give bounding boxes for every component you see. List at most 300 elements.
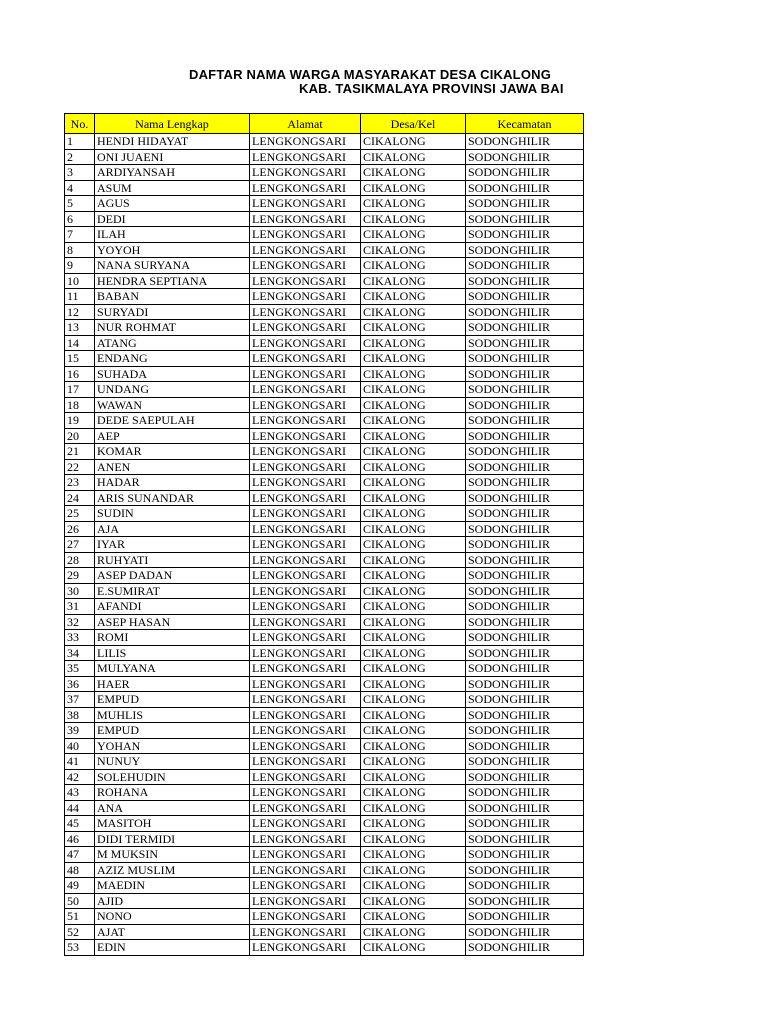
- table-row: [65, 583, 584, 599]
- cell-kecamatan: SODONGHILIR: [466, 599, 584, 615]
- cell-nama: EDIN: [95, 940, 250, 956]
- cell-nama: ARIS SUNANDAR: [95, 490, 250, 506]
- cell-kecamatan: SODONGHILIR: [466, 258, 584, 274]
- cell-nama: NUR ROHMAT: [95, 320, 250, 336]
- cell-desa: CIKALONG: [361, 940, 466, 956]
- cell-nama: ASEP DADAN: [95, 568, 250, 584]
- cell-nama: HENDRA SEPTIANA: [95, 273, 250, 289]
- cell-kecamatan: SODONGHILIR: [466, 397, 584, 413]
- cell-alamat: LENGKONGSARI: [250, 940, 361, 956]
- cell-desa: CIKALONG: [361, 847, 466, 863]
- table-row: [65, 614, 584, 630]
- cell-desa: CIKALONG: [361, 413, 466, 429]
- cell-nama: ATANG: [95, 335, 250, 351]
- cell-kecamatan: SODONGHILIR: [466, 924, 584, 940]
- cell-alamat: LENGKONGSARI: [250, 568, 361, 584]
- cell-no: 29: [65, 568, 95, 584]
- cell-kecamatan: SODONGHILIR: [466, 692, 584, 708]
- cell-desa: CIKALONG: [361, 893, 466, 909]
- cell-alamat: LENGKONGSARI: [250, 289, 361, 305]
- cell-alamat: LENGKONGSARI: [250, 242, 361, 258]
- cell-alamat: LENGKONGSARI: [250, 351, 361, 367]
- cell-alamat: LENGKONGSARI: [250, 785, 361, 801]
- cell-alamat: LENGKONGSARI: [250, 196, 361, 212]
- table-row: [65, 785, 584, 801]
- cell-nama: AJA: [95, 521, 250, 537]
- cell-nama: AJAT: [95, 924, 250, 940]
- cell-no: 50: [65, 893, 95, 909]
- table-row: [65, 459, 584, 475]
- cell-no: 31: [65, 599, 95, 615]
- cell-nama: MUHLIS: [95, 707, 250, 723]
- cell-desa: CIKALONG: [361, 707, 466, 723]
- cell-desa: CIKALONG: [361, 304, 466, 320]
- cell-nama: NONO: [95, 909, 250, 925]
- cell-alamat: LENGKONGSARI: [250, 816, 361, 832]
- cell-nama: HENDI HIDAYAT: [95, 134, 250, 150]
- cell-no: 8: [65, 242, 95, 258]
- table-row: [65, 211, 584, 227]
- cell-nama: AJID: [95, 893, 250, 909]
- cell-kecamatan: SODONGHILIR: [466, 816, 584, 832]
- table-row: [65, 149, 584, 165]
- cell-alamat: LENGKONGSARI: [250, 630, 361, 646]
- cell-no: 23: [65, 475, 95, 491]
- table-row: [65, 165, 584, 181]
- table-row: [65, 521, 584, 537]
- cell-kecamatan: SODONGHILIR: [466, 940, 584, 956]
- cell-desa: CIKALONG: [361, 909, 466, 925]
- cell-kecamatan: SODONGHILIR: [466, 165, 584, 181]
- cell-no: 11: [65, 289, 95, 305]
- cell-nama: RUHYATI: [95, 552, 250, 568]
- cell-desa: CIKALONG: [361, 366, 466, 382]
- cell-alamat: LENGKONGSARI: [250, 878, 361, 894]
- cell-alamat: LENGKONGSARI: [250, 909, 361, 925]
- cell-desa: CIKALONG: [361, 769, 466, 785]
- cell-alamat: LENGKONGSARI: [250, 490, 361, 506]
- cell-desa: CIKALONG: [361, 382, 466, 398]
- cell-alamat: LENGKONGSARI: [250, 645, 361, 661]
- cell-no: 51: [65, 909, 95, 925]
- cell-desa: CIKALONG: [361, 924, 466, 940]
- cell-kecamatan: SODONGHILIR: [466, 785, 584, 801]
- cell-kecamatan: SODONGHILIR: [466, 211, 584, 227]
- cell-kecamatan: SODONGHILIR: [466, 754, 584, 770]
- cell-alamat: LENGKONGSARI: [250, 661, 361, 677]
- cell-kecamatan: SODONGHILIR: [466, 335, 584, 351]
- table-row: [65, 754, 584, 770]
- table-row: [65, 831, 584, 847]
- cell-alamat: LENGKONGSARI: [250, 831, 361, 847]
- cell-nama: SURYADI: [95, 304, 250, 320]
- citizen-table: [64, 113, 584, 956]
- table-row: [65, 723, 584, 739]
- cell-no: 37: [65, 692, 95, 708]
- table-row: [65, 180, 584, 196]
- cell-no: 1: [65, 134, 95, 150]
- cell-alamat: LENGKONGSARI: [250, 366, 361, 382]
- cell-kecamatan: SODONGHILIR: [466, 583, 584, 599]
- cell-desa: CIKALONG: [361, 180, 466, 196]
- table-row: [65, 490, 584, 506]
- cell-nama: EMPUD: [95, 723, 250, 739]
- cell-nama: EMPUD: [95, 692, 250, 708]
- cell-nama: DEDE SAEPULAH: [95, 413, 250, 429]
- cell-nama: MASITOH: [95, 816, 250, 832]
- cell-alamat: LENGKONGSARI: [250, 180, 361, 196]
- cell-no: 53: [65, 940, 95, 956]
- header-alamat: Alamat: [250, 114, 361, 134]
- cell-nama: HADAR: [95, 475, 250, 491]
- cell-nama: IYAR: [95, 537, 250, 553]
- cell-no: 12: [65, 304, 95, 320]
- cell-no: 25: [65, 506, 95, 522]
- cell-alamat: LENGKONGSARI: [250, 769, 361, 785]
- cell-no: 13: [65, 320, 95, 336]
- cell-kecamatan: SODONGHILIR: [466, 552, 584, 568]
- cell-desa: CIKALONG: [361, 645, 466, 661]
- cell-alamat: LENGKONGSARI: [250, 738, 361, 754]
- cell-desa: CIKALONG: [361, 614, 466, 630]
- table-row: [65, 645, 584, 661]
- cell-kecamatan: SODONGHILIR: [466, 320, 584, 336]
- table-row: [65, 428, 584, 444]
- table-row: [65, 289, 584, 305]
- table-row: [65, 940, 584, 956]
- cell-desa: CIKALONG: [361, 134, 466, 150]
- cell-no: 27: [65, 537, 95, 553]
- cell-desa: CIKALONG: [361, 754, 466, 770]
- table-row: [65, 568, 584, 584]
- cell-kecamatan: SODONGHILIR: [466, 382, 584, 398]
- cell-kecamatan: SODONGHILIR: [466, 289, 584, 305]
- cell-no: 49: [65, 878, 95, 894]
- cell-kecamatan: SODONGHILIR: [466, 862, 584, 878]
- cell-alamat: LENGKONGSARI: [250, 320, 361, 336]
- cell-no: 45: [65, 816, 95, 832]
- cell-kecamatan: SODONGHILIR: [466, 506, 584, 522]
- cell-no: 42: [65, 769, 95, 785]
- cell-no: 46: [65, 831, 95, 847]
- cell-desa: CIKALONG: [361, 351, 466, 367]
- cell-alamat: LENGKONGSARI: [250, 723, 361, 739]
- cell-no: 26: [65, 521, 95, 537]
- cell-desa: CIKALONG: [361, 521, 466, 537]
- cell-alamat: LENGKONGSARI: [250, 800, 361, 816]
- cell-nama: ONI JUAENI: [95, 149, 250, 165]
- cell-desa: CIKALONG: [361, 816, 466, 832]
- cell-alamat: LENGKONGSARI: [250, 382, 361, 398]
- cell-alamat: LENGKONGSARI: [250, 258, 361, 274]
- table-row: [65, 630, 584, 646]
- cell-nama: MULYANA: [95, 661, 250, 677]
- cell-kecamatan: SODONGHILIR: [466, 149, 584, 165]
- table-row: [65, 506, 584, 522]
- cell-desa: CIKALONG: [361, 490, 466, 506]
- cell-nama: M MUKSIN: [95, 847, 250, 863]
- table-row: [65, 366, 584, 382]
- table-row: [65, 909, 584, 925]
- table-row: [65, 351, 584, 367]
- cell-nama: DEDI: [95, 211, 250, 227]
- cell-kecamatan: SODONGHILIR: [466, 351, 584, 367]
- cell-nama: NUNUY: [95, 754, 250, 770]
- header-no: No.: [65, 114, 95, 134]
- cell-no: 52: [65, 924, 95, 940]
- table-row: [65, 444, 584, 460]
- table-row: [65, 196, 584, 212]
- cell-kecamatan: SODONGHILIR: [466, 273, 584, 289]
- cell-kecamatan: SODONGHILIR: [466, 893, 584, 909]
- cell-nama: ILAH: [95, 227, 250, 243]
- cell-no: 9: [65, 258, 95, 274]
- cell-alamat: LENGKONGSARI: [250, 397, 361, 413]
- cell-nama: ANA: [95, 800, 250, 816]
- cell-alamat: LENGKONGSARI: [250, 304, 361, 320]
- cell-no: 4: [65, 180, 95, 196]
- cell-nama: ANEN: [95, 459, 250, 475]
- cell-no: 18: [65, 397, 95, 413]
- cell-alamat: LENGKONGSARI: [250, 599, 361, 615]
- cell-alamat: LENGKONGSARI: [250, 134, 361, 150]
- cell-kecamatan: SODONGHILIR: [466, 242, 584, 258]
- cell-kecamatan: SODONGHILIR: [466, 707, 584, 723]
- cell-desa: CIKALONG: [361, 196, 466, 212]
- cell-desa: CIKALONG: [361, 258, 466, 274]
- cell-nama: YOHAN: [95, 738, 250, 754]
- cell-no: 16: [65, 366, 95, 382]
- cell-nama: LILIS: [95, 645, 250, 661]
- cell-kecamatan: SODONGHILIR: [466, 661, 584, 677]
- cell-alamat: LENGKONGSARI: [250, 211, 361, 227]
- cell-no: 5: [65, 196, 95, 212]
- cell-desa: CIKALONG: [361, 397, 466, 413]
- cell-nama: ROMI: [95, 630, 250, 646]
- cell-desa: CIKALONG: [361, 320, 466, 336]
- cell-desa: CIKALONG: [361, 723, 466, 739]
- cell-kecamatan: SODONGHILIR: [466, 847, 584, 863]
- cell-desa: CIKALONG: [361, 506, 466, 522]
- table-row: [65, 273, 584, 289]
- table-row: [65, 878, 584, 894]
- cell-desa: CIKALONG: [361, 738, 466, 754]
- header-desa-kel: Desa/Kel: [361, 114, 466, 134]
- cell-nama: AEP: [95, 428, 250, 444]
- cell-alamat: LENGKONGSARI: [250, 862, 361, 878]
- cell-no: 10: [65, 273, 95, 289]
- cell-nama: HAER: [95, 676, 250, 692]
- table-row: [65, 537, 584, 553]
- cell-desa: CIKALONG: [361, 211, 466, 227]
- cell-nama: SOLEHUDIN: [95, 769, 250, 785]
- cell-nama: AZIZ MUSLIM: [95, 862, 250, 878]
- cell-kecamatan: SODONGHILIR: [466, 537, 584, 553]
- table-row: [65, 382, 584, 398]
- cell-no: 6: [65, 211, 95, 227]
- cell-kecamatan: SODONGHILIR: [466, 738, 584, 754]
- cell-no: 41: [65, 754, 95, 770]
- table-row: [65, 242, 584, 258]
- table-row: [65, 862, 584, 878]
- cell-no: 7: [65, 227, 95, 243]
- cell-alamat: LENGKONGSARI: [250, 583, 361, 599]
- table-row: [65, 258, 584, 274]
- cell-desa: CIKALONG: [361, 599, 466, 615]
- cell-kecamatan: SODONGHILIR: [466, 878, 584, 894]
- cell-desa: CIKALONG: [361, 165, 466, 181]
- cell-no: 17: [65, 382, 95, 398]
- cell-no: 19: [65, 413, 95, 429]
- cell-desa: CIKALONG: [361, 878, 466, 894]
- cell-desa: CIKALONG: [361, 273, 466, 289]
- cell-kecamatan: SODONGHILIR: [466, 366, 584, 382]
- cell-no: 48: [65, 862, 95, 878]
- cell-desa: CIKALONG: [361, 335, 466, 351]
- cell-no: 21: [65, 444, 95, 460]
- table-row: [65, 227, 584, 243]
- cell-kecamatan: SODONGHILIR: [466, 630, 584, 646]
- cell-nama: SUDIN: [95, 506, 250, 522]
- cell-alamat: LENGKONGSARI: [250, 475, 361, 491]
- cell-alamat: LENGKONGSARI: [250, 676, 361, 692]
- table-row: [65, 924, 584, 940]
- header-row: [65, 114, 584, 134]
- table-row: [65, 397, 584, 413]
- table-row: [65, 707, 584, 723]
- cell-kecamatan: SODONGHILIR: [466, 800, 584, 816]
- cell-kecamatan: SODONGHILIR: [466, 196, 584, 212]
- cell-no: 20: [65, 428, 95, 444]
- table-row: [65, 816, 584, 832]
- cell-alamat: LENGKONGSARI: [250, 335, 361, 351]
- cell-alamat: LENGKONGSARI: [250, 165, 361, 181]
- cell-no: 35: [65, 661, 95, 677]
- cell-no: 22: [65, 459, 95, 475]
- cell-nama: UNDANG: [95, 382, 250, 398]
- cell-desa: CIKALONG: [361, 800, 466, 816]
- cell-kecamatan: SODONGHILIR: [466, 521, 584, 537]
- cell-kecamatan: SODONGHILIR: [466, 304, 584, 320]
- cell-alamat: LENGKONGSARI: [250, 537, 361, 553]
- cell-desa: CIKALONG: [361, 537, 466, 553]
- cell-desa: CIKALONG: [361, 661, 466, 677]
- table-body: [65, 134, 584, 956]
- cell-nama: E.SUMIRAT: [95, 583, 250, 599]
- cell-desa: CIKALONG: [361, 785, 466, 801]
- cell-desa: CIKALONG: [361, 227, 466, 243]
- cell-no: 34: [65, 645, 95, 661]
- cell-desa: CIKALONG: [361, 552, 466, 568]
- cell-alamat: LENGKONGSARI: [250, 552, 361, 568]
- cell-kecamatan: SODONGHILIR: [466, 769, 584, 785]
- cell-desa: CIKALONG: [361, 289, 466, 305]
- cell-alamat: LENGKONGSARI: [250, 444, 361, 460]
- cell-desa: CIKALONG: [361, 831, 466, 847]
- cell-nama: AFANDI: [95, 599, 250, 615]
- cell-kecamatan: SODONGHILIR: [466, 645, 584, 661]
- cell-nama: NANA SURYANA: [95, 258, 250, 274]
- cell-desa: CIKALONG: [361, 862, 466, 878]
- cell-nama: MAEDIN: [95, 878, 250, 894]
- cell-alamat: LENGKONGSARI: [250, 413, 361, 429]
- cell-nama: BABAN: [95, 289, 250, 305]
- cell-alamat: LENGKONGSARI: [250, 707, 361, 723]
- cell-kecamatan: SODONGHILIR: [466, 490, 584, 506]
- cell-nama: ROHANA: [95, 785, 250, 801]
- table-row: [65, 335, 584, 351]
- cell-alamat: LENGKONGSARI: [250, 521, 361, 537]
- cell-alamat: LENGKONGSARI: [250, 149, 361, 165]
- cell-kecamatan: SODONGHILIR: [466, 568, 584, 584]
- cell-nama: DIDI TERMIDI: [95, 831, 250, 847]
- table-row: [65, 413, 584, 429]
- table-row: [65, 134, 584, 150]
- table-row: [65, 738, 584, 754]
- cell-kecamatan: SODONGHILIR: [466, 180, 584, 196]
- cell-nama: KOMAR: [95, 444, 250, 460]
- cell-alamat: LENGKONGSARI: [250, 614, 361, 630]
- table-row: [65, 769, 584, 785]
- table-row: [65, 320, 584, 336]
- cell-alamat: LENGKONGSARI: [250, 227, 361, 243]
- cell-nama: SUHADA: [95, 366, 250, 382]
- cell-desa: CIKALONG: [361, 149, 466, 165]
- cell-no: 30: [65, 583, 95, 599]
- table-row: [65, 893, 584, 909]
- cell-desa: CIKALONG: [361, 676, 466, 692]
- cell-alamat: LENGKONGSARI: [250, 459, 361, 475]
- cell-no: 39: [65, 723, 95, 739]
- cell-alamat: LENGKONGSARI: [250, 692, 361, 708]
- cell-nama: ASUM: [95, 180, 250, 196]
- cell-desa: CIKALONG: [361, 459, 466, 475]
- table-row: [65, 599, 584, 615]
- cell-desa: CIKALONG: [361, 428, 466, 444]
- cell-alamat: LENGKONGSARI: [250, 754, 361, 770]
- cell-nama: WAWAN: [95, 397, 250, 413]
- cell-kecamatan: SODONGHILIR: [466, 831, 584, 847]
- cell-alamat: LENGKONGSARI: [250, 847, 361, 863]
- cell-nama: ENDANG: [95, 351, 250, 367]
- cell-no: 40: [65, 738, 95, 754]
- cell-no: 24: [65, 490, 95, 506]
- header-kecamatan: Kecamatan: [466, 114, 584, 134]
- table-row: [65, 304, 584, 320]
- header-nama-lengkap: Nama Lengkap: [95, 114, 250, 134]
- cell-no: 15: [65, 351, 95, 367]
- cell-desa: CIKALONG: [361, 568, 466, 584]
- cell-no: 43: [65, 785, 95, 801]
- cell-nama: ARDIYANSAH: [95, 165, 250, 181]
- cell-alamat: LENGKONGSARI: [250, 273, 361, 289]
- cell-desa: CIKALONG: [361, 444, 466, 460]
- cell-alamat: LENGKONGSARI: [250, 428, 361, 444]
- cell-kecamatan: SODONGHILIR: [466, 227, 584, 243]
- cell-alamat: LENGKONGSARI: [250, 506, 361, 522]
- cell-kecamatan: SODONGHILIR: [466, 459, 584, 475]
- cell-no: 33: [65, 630, 95, 646]
- table-row: [65, 661, 584, 677]
- cell-no: 14: [65, 335, 95, 351]
- cell-alamat: LENGKONGSARI: [250, 893, 361, 909]
- cell-nama: ASEP HASAN: [95, 614, 250, 630]
- cell-no: 44: [65, 800, 95, 816]
- cell-no: 3: [65, 165, 95, 181]
- table-row: [65, 676, 584, 692]
- cell-desa: CIKALONG: [361, 583, 466, 599]
- cell-kecamatan: SODONGHILIR: [466, 444, 584, 460]
